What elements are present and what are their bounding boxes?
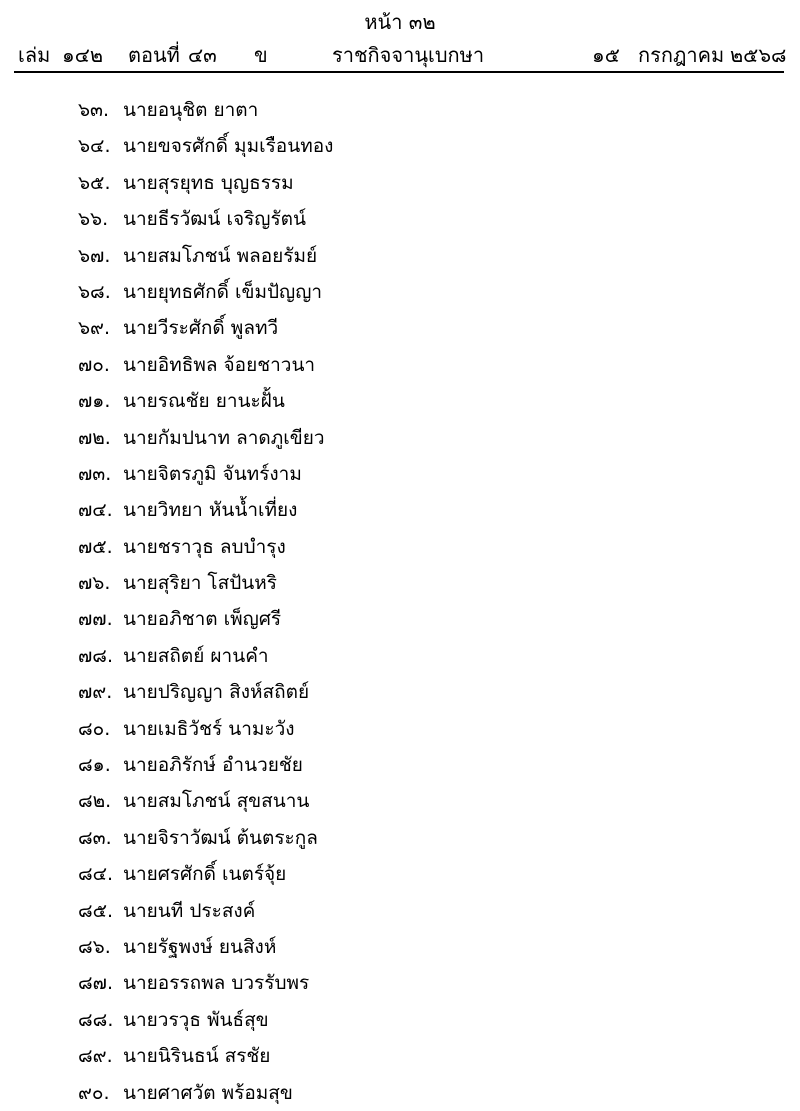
list-item <box>0 601 800 637</box>
item-name: นายอนุชิต ยาตา <box>123 99 259 121</box>
gazette-name: ราชกิจจานุเบกษา <box>332 43 485 67</box>
item-name: นายรณชัย ยานะฝั้น <box>123 390 285 413</box>
item-number: ๗๙. <box>78 681 113 704</box>
item-number: ๗๔. <box>78 499 113 522</box>
item-number: ๙๐. <box>78 1081 110 1104</box>
item-number: ๘๒. <box>78 790 112 813</box>
item-name: นายศาศวัต พร้อมสุข <box>123 1081 293 1104</box>
list-item <box>0 674 800 710</box>
list-item <box>0 238 800 274</box>
list-item <box>0 347 800 383</box>
list-item <box>0 128 800 164</box>
item-number: ๘๙. <box>78 1045 113 1068</box>
list-item <box>0 383 800 419</box>
volume-label: เล่ม <box>18 43 51 67</box>
item-name: นายสุริยา โสปันหริ <box>123 572 278 595</box>
list-item <box>0 1002 800 1038</box>
item-name: นายสมโภชน์ สุขสนาน <box>123 790 310 813</box>
date-month: กรกฎาคม <box>638 43 725 67</box>
section-number: ๔๓ <box>188 43 217 67</box>
item-name: นายปริญญา สิงห์สถิตย์ <box>123 681 310 704</box>
item-number: ๘๕. <box>78 899 114 922</box>
item-number: ๘๖. <box>78 935 111 958</box>
item-number: ๗๓. <box>78 462 112 485</box>
item-name: นายวีระศักดิ์ พูลทวี <box>123 317 279 340</box>
page-number: หน้า ๓๒ <box>364 10 436 34</box>
list-item <box>0 711 800 747</box>
list-item <box>0 783 800 819</box>
list-item <box>0 929 800 965</box>
list-item <box>0 856 800 892</box>
item-name: นายวิทยา หันน้ำเที่ยง <box>123 499 298 522</box>
list-item <box>0 638 800 674</box>
item-name: นายสมโภชน์ พลอยรัมย์ <box>123 244 318 267</box>
item-number: ๗๑. <box>78 390 111 413</box>
list-item <box>0 201 800 237</box>
item-number: ๖๕. <box>78 171 111 194</box>
item-name: นายรัฐพงษ์ ยนสิงห์ <box>123 935 277 958</box>
item-name: นายจิตรภูมิ จันทร์งาม <box>123 462 302 485</box>
item-number: ๖๖. <box>78 208 109 231</box>
item-name: นายชราวุธ ลบบำรุง <box>123 535 286 558</box>
item-name: นายนิรินธน์ สรชัย <box>123 1045 271 1068</box>
list-item <box>0 456 800 492</box>
item-name: นายยุทธศักดิ์ เข็มปัญญา <box>123 280 323 303</box>
section-label: ตอนที่ <box>128 43 180 67</box>
list-item <box>0 565 800 601</box>
item-number: ๖๙. <box>78 317 111 340</box>
list-item <box>0 965 800 1001</box>
list-item <box>0 165 800 201</box>
list-item <box>0 747 800 783</box>
list-item <box>0 492 800 528</box>
item-name: นายอิทธิพล จ้อยชาวนา <box>123 353 316 376</box>
item-name: นายนที ประสงค์ <box>123 899 256 922</box>
item-number: ๗๕. <box>78 535 113 558</box>
item-name: นายวรวุธ พันธ์สุข <box>123 1008 269 1031</box>
list-item <box>0 1075 800 1111</box>
item-number: ๘๘. <box>78 1008 114 1031</box>
header-divider <box>14 71 784 73</box>
item-name: นายเมธิวัชร์ นามะวัง <box>123 717 295 740</box>
item-number: ๘๗. <box>78 972 113 995</box>
item-name: นายกัมปนาท ลาดภูเขียว <box>123 426 325 449</box>
item-number: ๖๘. <box>78 280 111 303</box>
item-name: นายอภิชาต เพ็ญศรี <box>123 608 282 631</box>
name-list <box>0 92 800 1111</box>
item-number: ๖๓. <box>78 99 110 121</box>
list-item <box>0 1038 800 1074</box>
list-item <box>0 420 800 456</box>
item-name: นายศรศักดิ์ เนตร์จุ้ย <box>123 863 287 886</box>
date-year: ๒๕๖๘ <box>730 43 787 67</box>
item-number: ๗๐. <box>78 353 110 376</box>
section-sub: ข <box>254 43 268 67</box>
item-number: ๘๔. <box>78 863 114 886</box>
list-item <box>0 274 800 310</box>
list-item <box>0 92 800 128</box>
item-number: ๖๔. <box>78 135 111 158</box>
item-number: ๗๒. <box>78 426 111 449</box>
item-name: นายอรรถพล บวรรับพร <box>123 972 310 995</box>
item-name: นายขจรศักดิ์ มุมเรือนทอง <box>123 135 334 158</box>
date-day: ๑๕ <box>592 43 620 67</box>
item-name: นายสุรยุทธ บุญธรรม <box>123 171 294 194</box>
item-number: ๗๘. <box>78 644 113 667</box>
item-number: ๗๖. <box>78 572 111 595</box>
item-number: ๘๑. <box>78 754 111 777</box>
item-name: นายอภิรักษ์ อำนวยชัย <box>123 754 303 777</box>
list-item <box>0 310 800 346</box>
item-number: ๘๐. <box>78 717 111 740</box>
list-item <box>0 820 800 856</box>
item-number: ๘๓. <box>78 826 112 849</box>
list-item <box>0 529 800 565</box>
item-name: นายจิราวัฒน์ ต้นตระกูล <box>123 826 318 849</box>
item-name: นายธีรวัฒน์ เจริญรัตน์ <box>123 208 307 231</box>
list-item <box>0 893 800 929</box>
item-name: นายสถิตย์ ผานคำ <box>123 644 269 667</box>
volume-number: ๑๔๒ <box>62 43 104 67</box>
item-number: ๖๗. <box>78 244 111 267</box>
item-number: ๗๗. <box>78 608 113 631</box>
gazette-header <box>0 40 800 70</box>
